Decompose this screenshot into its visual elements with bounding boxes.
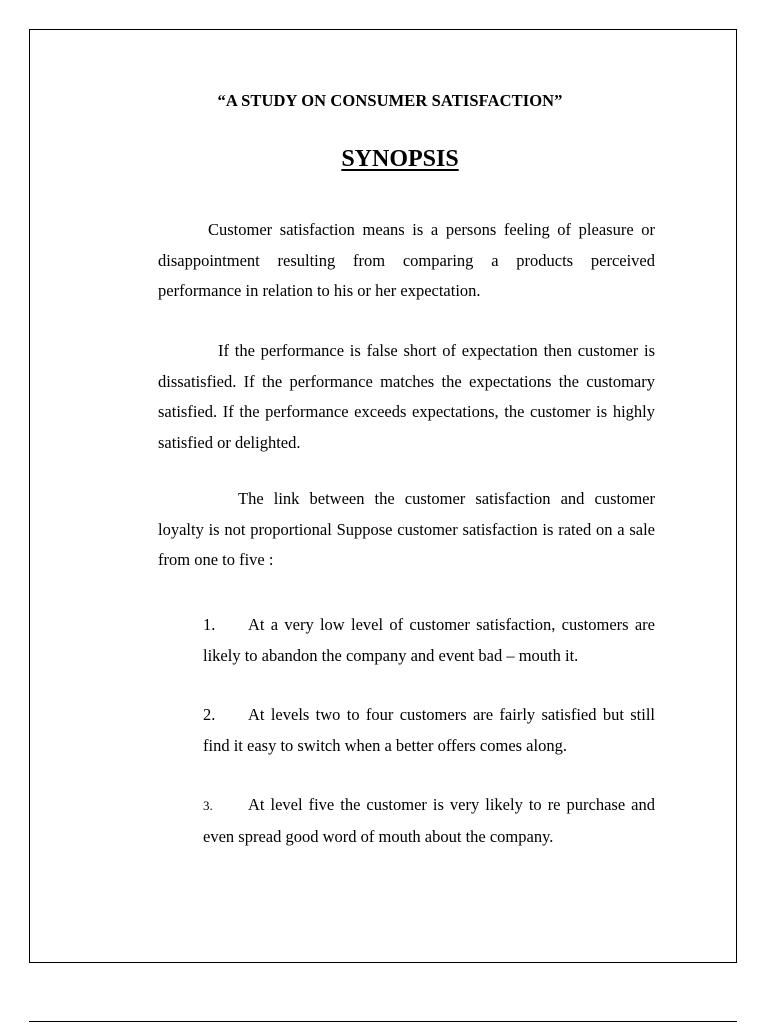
list-item-text: At levels two to four customers are fairly satisfied but still find it easy to switch when a better offers comes along. bbox=[203, 705, 655, 755]
list-number: 3. bbox=[203, 798, 213, 813]
list-item-2 bbox=[203, 700, 655, 761]
list-number: 1. bbox=[203, 615, 216, 634]
footer-rule bbox=[29, 1021, 737, 1022]
list-item-1 bbox=[203, 610, 655, 671]
list-item-text: At a very low level of customer satisfaction, customers are likely to abandon the company and event bad – mouth it. bbox=[203, 615, 655, 665]
paragraph-2: If the performance is false short of expectation then customer is dissatisfied. If the performance matches the expectations the customary satisfied. If the performance exceeds expectations, the customer is highly satisfied or delighted. bbox=[158, 341, 655, 452]
paragraph-1: Customer satisfaction means is a persons feeling of pleasure or disappointment resulting from comparing a products perceived performance in relation to his or her expectation. bbox=[158, 220, 655, 300]
list-item-3 bbox=[203, 790, 655, 852]
paragraph-3: The link between the customer satisfaction and customer loyalty is not proportional Suppose customer satisfaction is rated on a sale from one to five : bbox=[158, 489, 655, 569]
list-item-text: At level five the customer is very likely to re purchase and even spread good word of mouth about the company. bbox=[203, 795, 655, 846]
list-number: 2. bbox=[203, 705, 216, 724]
document-title: “A STUDY ON CONSUMER SATISFACTION” bbox=[217, 91, 563, 110]
synopsis-heading: SYNOPSIS bbox=[341, 146, 459, 172]
